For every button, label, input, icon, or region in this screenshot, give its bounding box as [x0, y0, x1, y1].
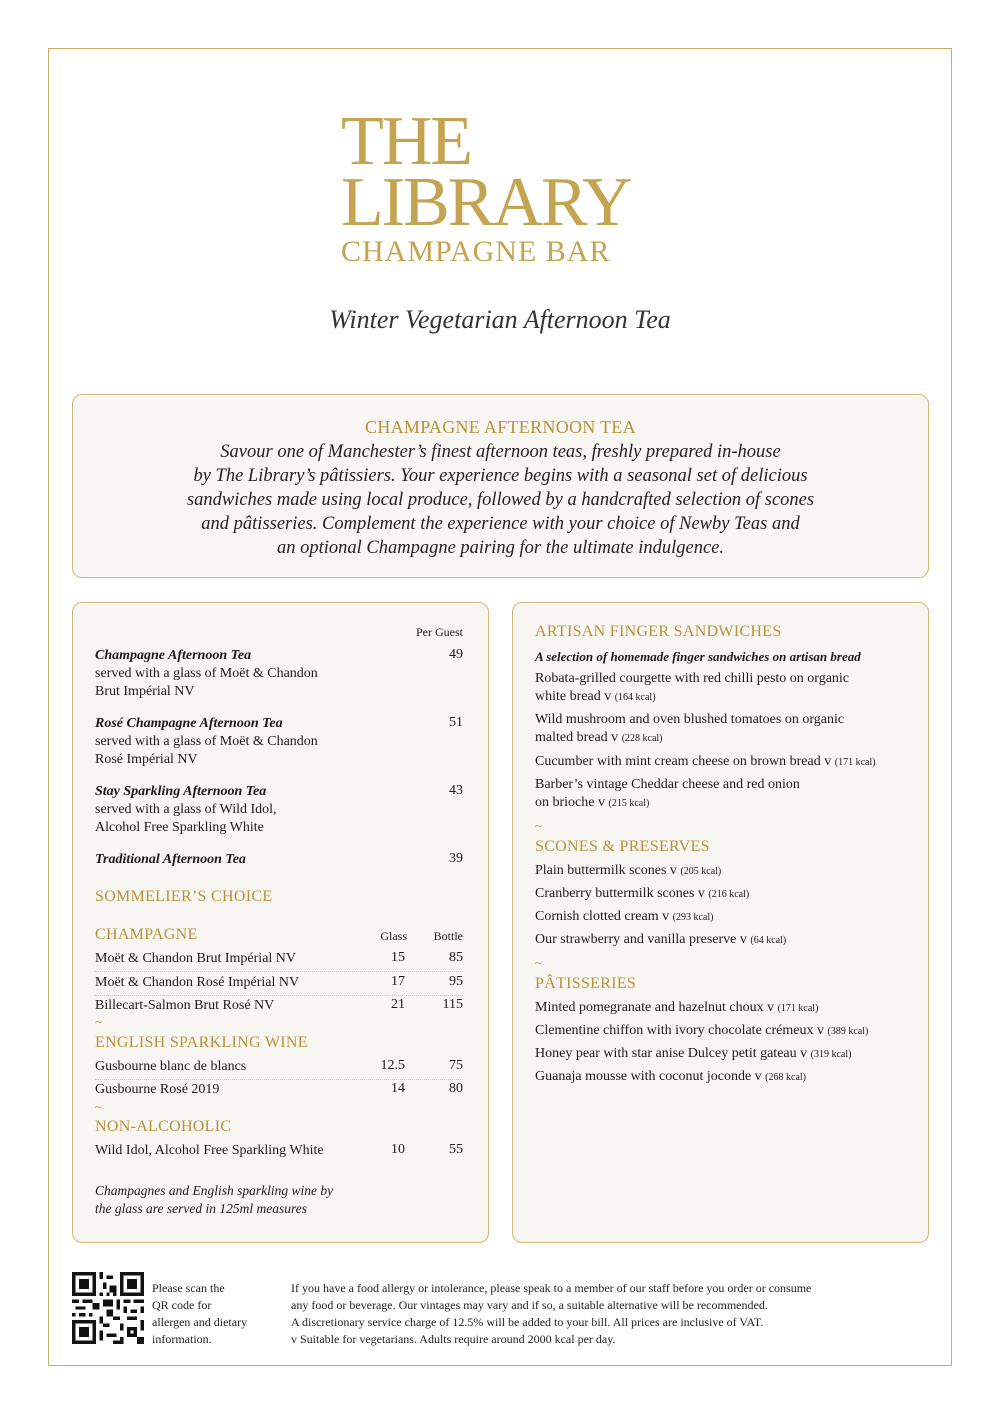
notice-line: any food or beverage. Our vintages may vary and if so, a suitable alternative will be recommended. [291, 1298, 768, 1312]
tea-desc: Brut Impérial NV [95, 684, 195, 699]
non-alcoholic-heading: NON-ALCOHOLIC [95, 1118, 232, 1135]
qr-caption-line: allergen and dietary [152, 1315, 248, 1329]
scones-heading: SCONES & PRESERVES [535, 838, 710, 855]
tea-price: 39 [449, 851, 463, 866]
tea-name: Rosé Champagne Afternoon Tea [95, 716, 283, 731]
wine-glass-price: 17 [391, 974, 405, 989]
notice-line: A discretionary service charge of 12.5% will be added to your bill. All prices are inclusive of VAT. [291, 1315, 764, 1329]
logo [341, 103, 661, 268]
wine-name: Wild Idol, Alcohol Free Sparkling White [95, 1143, 324, 1158]
measure-note: the glass are served in 125ml measures [95, 1201, 307, 1216]
logo-line-the: THE [341, 103, 472, 180]
wine-name: Moët & Chandon Brut Impérial NV [95, 951, 297, 966]
english-sparkling-heading: ENGLISH SPARKLING WINE [95, 1034, 308, 1051]
kcal-label: (319 kcal) [810, 1049, 852, 1060]
wine-name: Moët & Chandon Rosé Impérial NV [95, 975, 300, 990]
wine-glass-price: 21 [391, 997, 405, 1012]
row-divider [95, 995, 463, 996]
kcal-label: (164 kcal) [614, 692, 656, 703]
qr-code-icon[interactable] [72, 1272, 144, 1344]
scone-item [535, 862, 721, 881]
kcal-label: (293 kcal) [672, 912, 714, 923]
row-divider [95, 971, 463, 972]
glass-header: Glass [380, 929, 407, 943]
wine-bottle-price: 55 [449, 1142, 463, 1157]
sandwich-item [535, 794, 649, 813]
qr-caption-line: QR code for [152, 1298, 212, 1312]
sommelier-heading: SOMMELIER’S CHOICE [95, 888, 273, 905]
wine-glass-price: 14 [391, 1081, 405, 1096]
section-separator: ~ [95, 1014, 103, 1029]
tea-price: 43 [449, 783, 463, 798]
sandwich-item [535, 688, 656, 707]
allergy-notice [291, 1280, 811, 1348]
sandwich-item [535, 753, 876, 772]
qr-caption [152, 1280, 247, 1348]
kcal-label: (389 kcal) [827, 1026, 869, 1037]
wine-glass-price: 12.5 [380, 1058, 405, 1073]
qr-caption-line: information. [152, 1332, 212, 1346]
tea-desc: Alcohol Free Sparkling White [95, 820, 264, 835]
logo-line-library: LIBRARY [341, 164, 631, 241]
wine-name: Gusbourne blanc de blancs [95, 1059, 247, 1074]
intro-line: Savour one of Manchester’s finest afternoon teas, freshly prepared in-house [220, 442, 781, 462]
sandwich-item: Robata-grilled courgette with red chilli pesto on organic [535, 671, 850, 686]
scone-text: Our strawberry and vanilla preserve v [535, 932, 747, 947]
wine-name: Gusbourne Rosé 2019 [95, 1082, 220, 1097]
kcal-label: (171 kcal) [834, 757, 876, 768]
kcal-label: (64 kcal) [750, 935, 787, 946]
kcal-label: (268 kcal) [765, 1072, 806, 1083]
scone-item [535, 908, 713, 927]
wine-bottle-price: 95 [449, 974, 463, 989]
tea-desc: served with a glass of Moët & Chandon [95, 666, 318, 681]
tea-name: Stay Sparkling Afternoon Tea [95, 784, 267, 799]
scone-text: Plain buttermilk scones v [535, 863, 677, 878]
left-menu-panel [72, 602, 489, 1243]
intro-line: an optional Champagne pairing for the ultimate indulgence. [276, 538, 725, 558]
wine-glass-price: 10 [391, 1142, 405, 1157]
patisserie-text: Guanaja mousse with coconut joconde v [535, 1069, 762, 1084]
section-separator: ~ [535, 818, 543, 833]
intro-panel [72, 394, 929, 578]
kcal-label: (205 kcal) [680, 866, 722, 877]
intro-line: by The Library’s pâtissiers. Your experience begins with a seasonal set of delicious [193, 466, 808, 486]
kcal-label: (171 kcal) [777, 1003, 819, 1014]
section-separator: ~ [95, 1099, 103, 1114]
intro-line: sandwiches made using local produce, followed by a handcrafted selection of scones [186, 490, 815, 510]
patisserie-text: Honey pear with star anise Dulcey petit gateau v [535, 1046, 808, 1061]
champagne-heading: CHAMPAGNE [95, 926, 198, 943]
patisseries-heading: PÂTISSERIES [535, 975, 637, 992]
tea-desc: served with a glass of Moët & Chandon [95, 734, 318, 749]
patisserie-item [535, 1045, 851, 1064]
wine-bottle-price: 80 [449, 1081, 463, 1096]
sandwich-item: Barber’s vintage Cheddar cheese and red onion [535, 777, 800, 792]
notice-line: If you have a food allergy or intolerance, please speak to a member of our staff before you order or consume [291, 1281, 812, 1295]
tea-price: 49 [449, 647, 463, 662]
sandwiches-heading: ARTISAN FINGER SANDWICHES [535, 623, 782, 640]
per-guest-header: Per Guest [416, 625, 463, 639]
patisserie-text: Minted pomegranate and hazelnut choux v [535, 1000, 775, 1015]
kcal-label: (216 kcal) [708, 889, 750, 900]
intro-heading: CHAMPAGNE AFTERNOON TEA [365, 417, 636, 437]
qr-caption-line: Please scan the [152, 1281, 225, 1295]
tea-desc: Rosé Impérial NV [95, 752, 198, 767]
kcal-label: (228 kcal) [621, 733, 663, 744]
tea-desc: served with a glass of Wild Idol, [95, 802, 277, 817]
row-divider [95, 1079, 463, 1080]
intro-line: and pâtisseries. Complement the experience with your choice of Newby Teas and [201, 514, 800, 534]
sandwich-text: on brioche v [535, 795, 605, 810]
patisserie-item [535, 1068, 806, 1087]
section-separator: ~ [535, 955, 543, 970]
sandwich-text: Cucumber with mint cream cheese on brown bread v [535, 754, 832, 769]
notice-line: v Suitable for vegetarians. Adults require around 2000 kcal per day. [291, 1332, 616, 1346]
scone-text: Cornish clotted cream v [535, 909, 670, 924]
tea-name: Traditional Afternoon Tea [95, 852, 246, 867]
wine-bottle-price: 115 [442, 997, 463, 1012]
wine-name: Billecart-Salmon Brut Rosé NV [95, 998, 275, 1013]
scone-text: Cranberry buttermilk scones v [535, 886, 705, 901]
wine-bottle-price: 75 [449, 1058, 463, 1073]
patisserie-item [535, 1022, 868, 1041]
tea-name: Champagne Afternoon Tea [95, 648, 252, 663]
kcal-label: (215 kcal) [608, 798, 650, 809]
measure-note: Champagnes and English sparkling wine by [95, 1183, 334, 1198]
logo-line-champagne-bar: CHAMPAGNE BAR [341, 235, 611, 268]
sandwich-text: white bread v [535, 689, 612, 704]
sandwich-item: Wild mushroom and oven blushed tomatoes on organic [535, 712, 845, 727]
sandwich-text: malted bread v [535, 730, 619, 745]
page-title: Winter Vegetarian Afternoon Tea [329, 305, 671, 334]
tea-price: 51 [449, 715, 463, 730]
right-menu-panel [512, 602, 929, 1243]
patisserie-item [535, 999, 818, 1018]
sandwich-item [535, 729, 663, 748]
wine-glass-price: 15 [391, 950, 405, 965]
patisserie-text: Clementine chiffon with ivory chocolate crémeux v [535, 1023, 824, 1038]
bottle-header: Bottle [433, 929, 463, 943]
scone-item [535, 931, 786, 950]
scone-item [535, 885, 749, 904]
wine-bottle-price: 85 [449, 950, 463, 965]
sandwiches-intro: A selection of homemade finger sandwiches on artisan bread [535, 649, 861, 664]
